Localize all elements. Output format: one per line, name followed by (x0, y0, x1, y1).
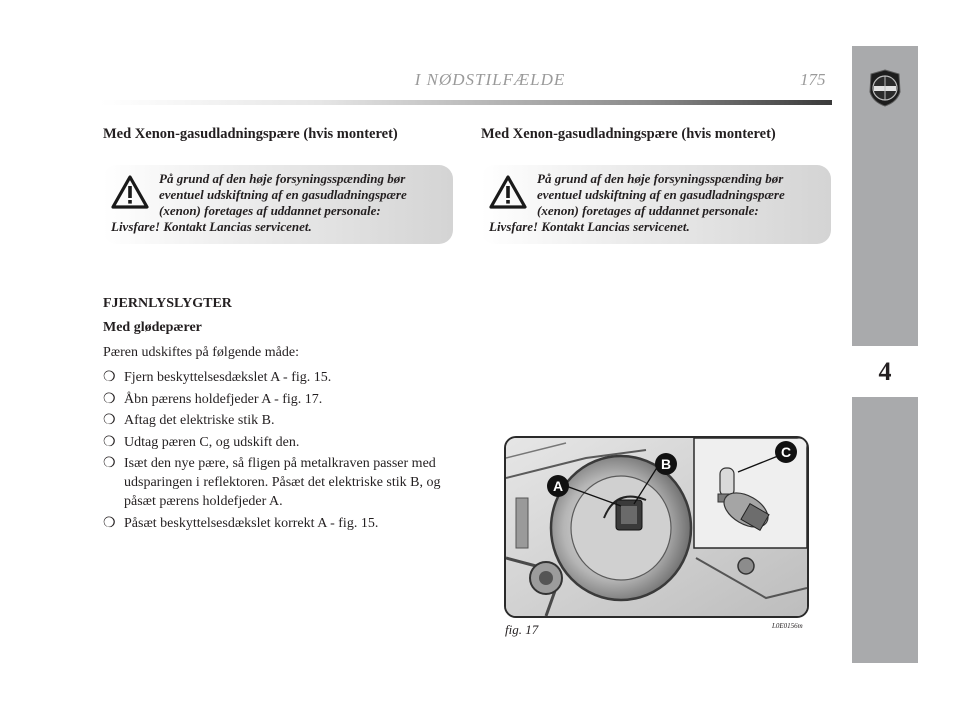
label-a-marker (547, 475, 569, 497)
list-item: ❍ Aftag det elektriske stik B. (103, 413, 275, 428)
label-c-marker (775, 441, 797, 463)
svg-text:C: C (780, 444, 792, 460)
incandescent-subheading: Med glødepærer (103, 320, 202, 335)
page-number: 175 (800, 70, 826, 89)
svg-text:A: A (552, 478, 564, 494)
list-item: ❍ Åbn pærens holdefjeder A - fig. 17. (103, 391, 323, 407)
warning-text-left: På grund af den høje forsyningsspænding bør eventuel udskiftning af en gasudladningspære (xenon) foretages af uddannet personale: Livsfare! Kontakt Lancias servicenet. (111, 171, 407, 234)
high-beam-heading: FJERNLYSLYGTER (103, 296, 232, 311)
section-title: I NØDSTILFÆLDE (414, 70, 566, 89)
warning-box-left (103, 165, 453, 244)
chapter-tab-lower (852, 397, 918, 663)
label-b-marker (655, 453, 677, 475)
lancia-logo-icon (866, 68, 904, 108)
list-item: ❍ Fjern beskyttelsesdækslet A - fig. 15. (103, 370, 332, 385)
figure-caption: fig. 17 (505, 622, 539, 637)
svg-text:B: B (660, 456, 672, 472)
list-item: ❍ Udtag pæren C, og udskift den. (103, 434, 300, 450)
chapter-number: 4 (852, 349, 918, 394)
headlight-illustration (506, 438, 807, 616)
warning-box-right (481, 165, 831, 244)
list-item: ❍ Isæt den nye pære, så fligen på metalkraven passer med udsparingen i reflektoren. Påsæt det elektriske stik B, og påsæt pærens holdefjeder A. (103, 456, 441, 509)
figure-code: L0E0156m (772, 622, 803, 630)
procedure-steps (103, 368, 455, 535)
procedure-intro: Pæren udskiftes på følgende måde: (103, 345, 299, 360)
xenon-heading-right: Med Xenon-gasudladningspære (hvis monteret) (481, 126, 776, 142)
list-item: ❍ Påsæt beskyttelsesdækslet korrekt A - fig. 15. (103, 515, 379, 531)
headlight-figure (504, 436, 809, 618)
header-rule (100, 100, 832, 105)
warning-text-right: På grund af den høje forsyningsspænding bør eventuel udskiftning af en gasudladningspære (xenon) foretages af uddannet personale: Livsfare! Kontakt Lancias servicenet. (489, 171, 785, 234)
xenon-heading-left: Med Xenon-gasudladningspære (hvis monteret) (103, 126, 398, 142)
